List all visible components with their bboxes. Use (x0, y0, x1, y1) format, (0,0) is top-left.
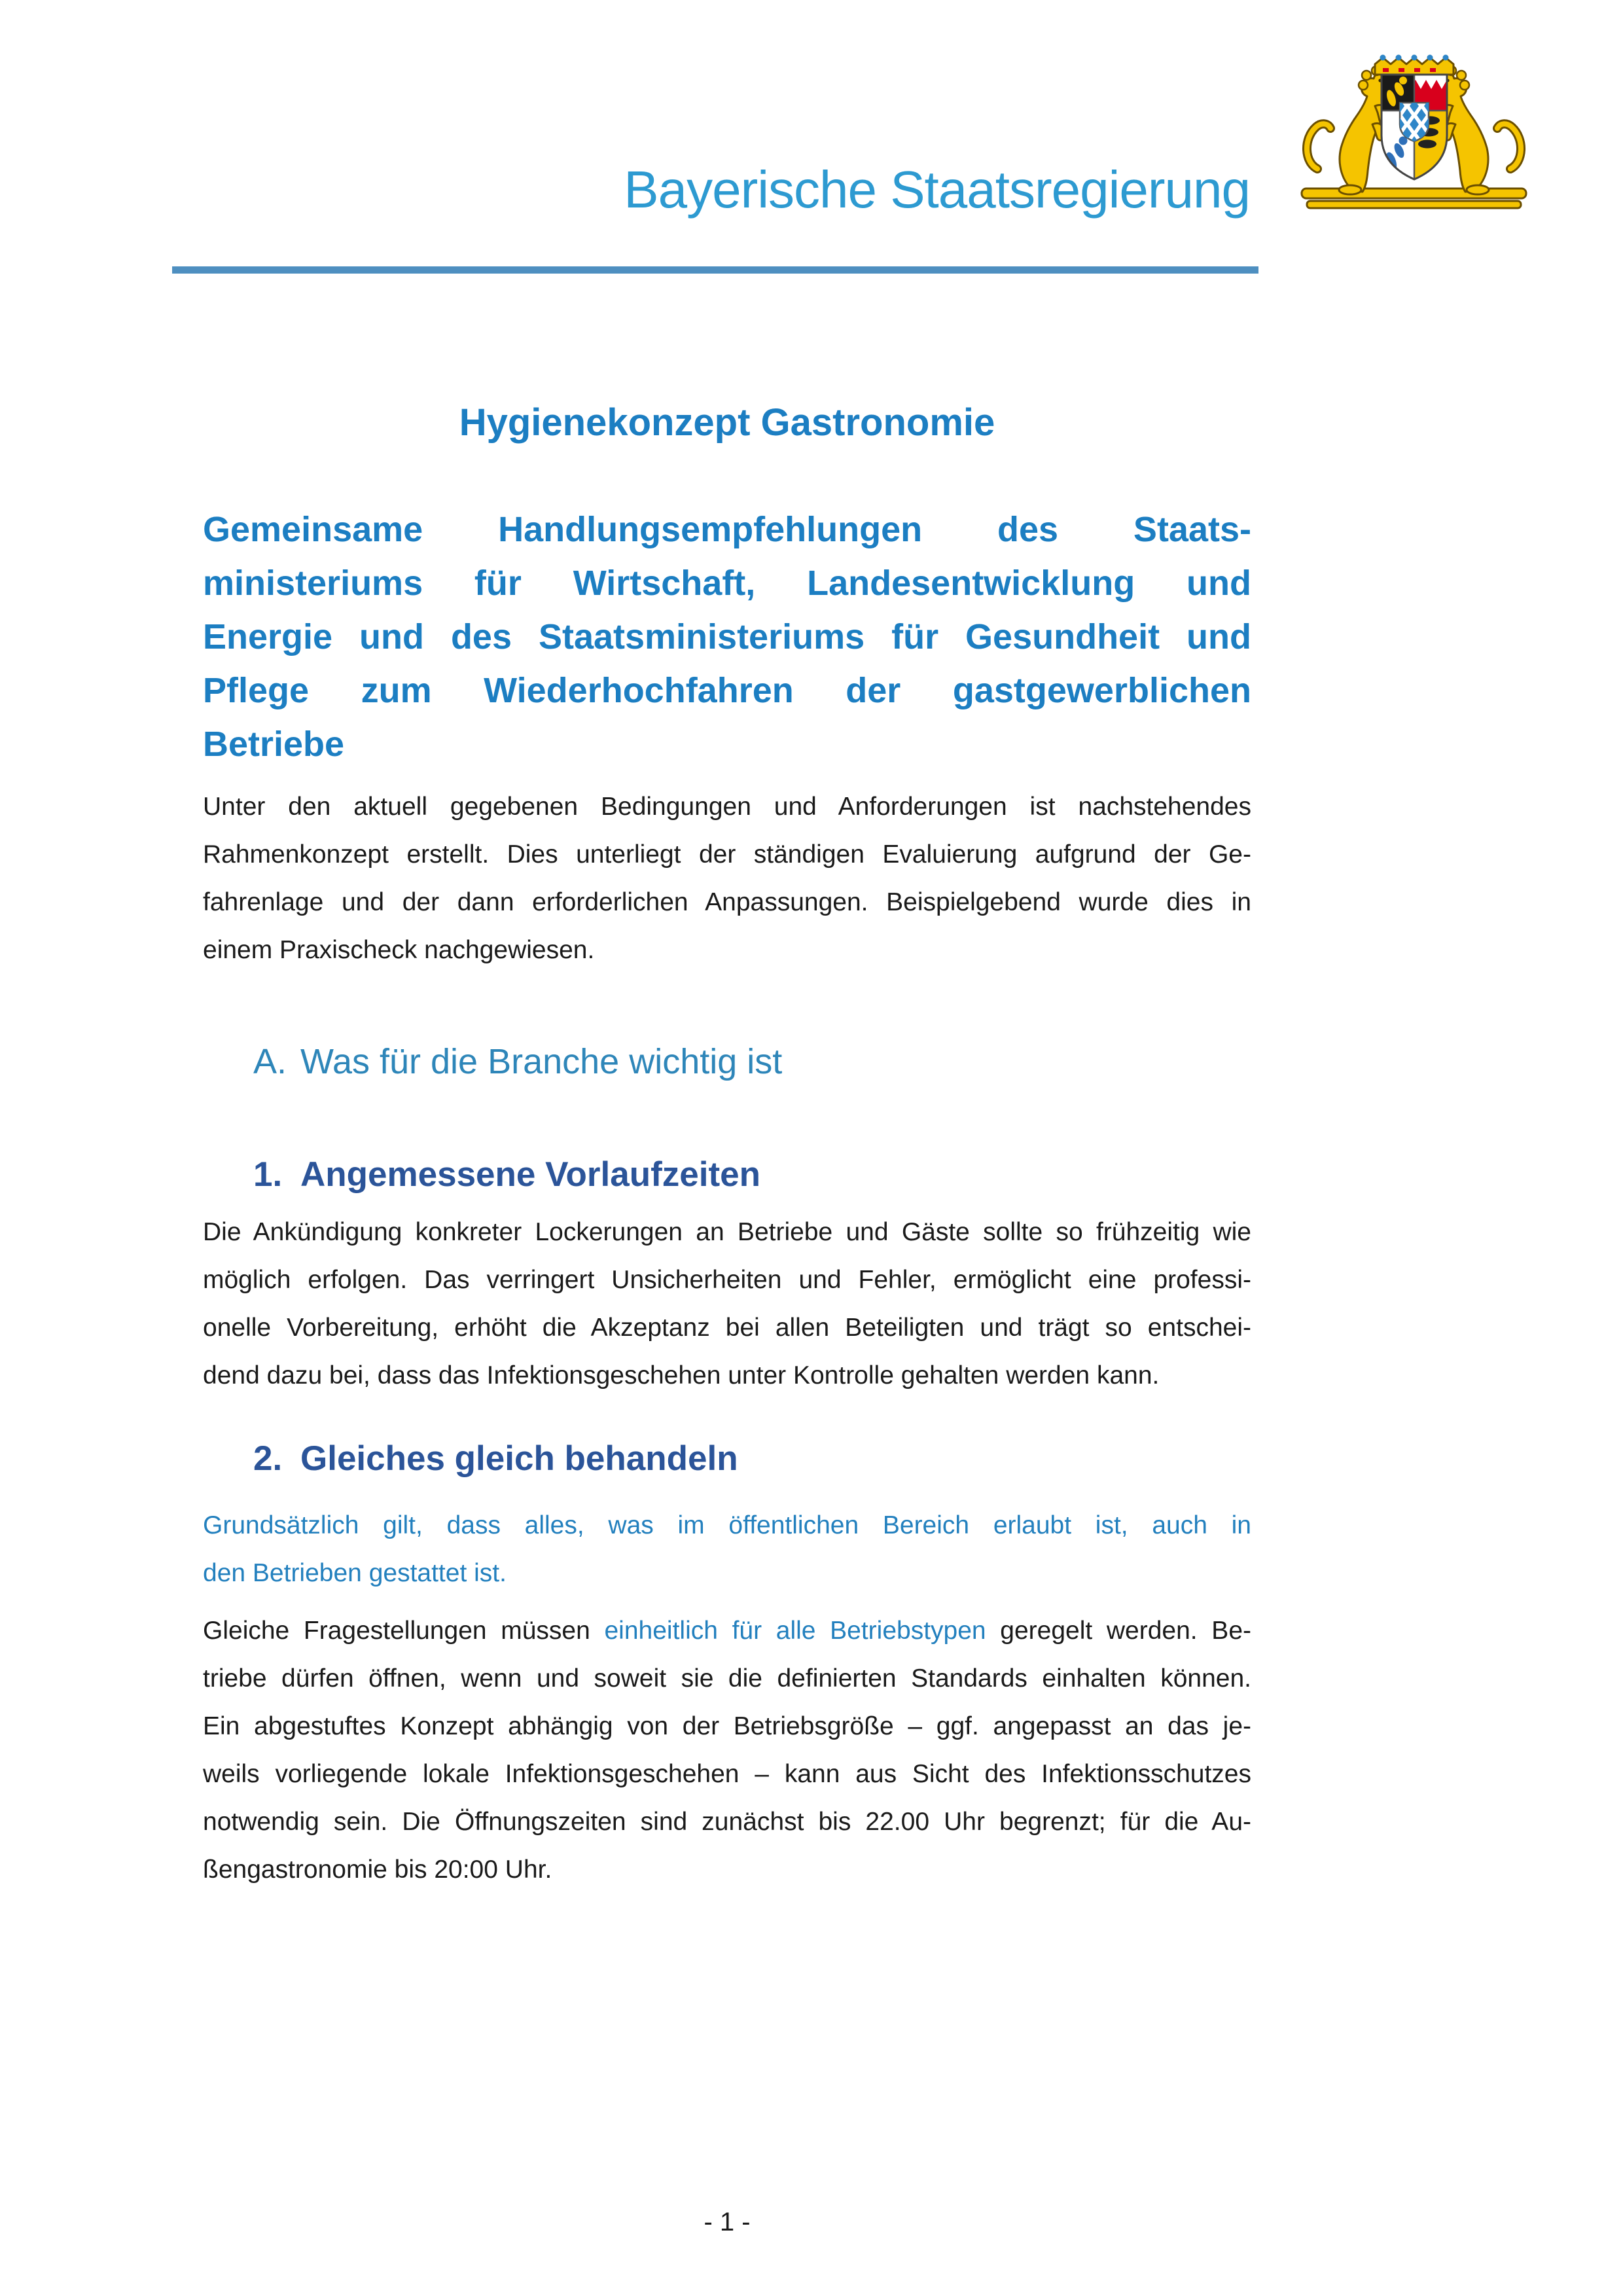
heading-1-title: Angemessene Vorlaufzeiten (300, 1155, 760, 1194)
text-line: Ein abgestuftes Konzept abhängig von der Betriebsgröße – ggf. angepasst an das je- (203, 1712, 1251, 1740)
heading-1-number: 1. (253, 1155, 283, 1194)
text-line: einem Praxischeck nachgewiesen. (203, 936, 595, 964)
page-number: - 1 - (704, 2208, 751, 2236)
agency-title: Bayerische Staatsregierung (624, 160, 1250, 219)
heading-2-gleichbehandlung (253, 1437, 738, 1480)
text-line: den Betrieben gestattet ist. (203, 1559, 507, 1587)
text-line: möglich erfolgen. Das verringert Unsicherheiten und Fehler, ermöglicht eine professi- (203, 1266, 1251, 1294)
heading-2-number: 2. (253, 1439, 283, 1478)
heading-1-vorlaufzeiten (253, 1153, 760, 1196)
section-a-number: A. (253, 1042, 287, 1081)
text-line: notwendig sein. Die Öffnungszeiten sind zunächst bis 22.00 Uhr begrenzt; für die Au- (203, 1808, 1251, 1836)
bavaria-coat-of-arms-icon (1298, 41, 1530, 216)
text-line: Rahmenkonzept erstellt. Dies unterliegt der ständigen Evaluierung aufgrund der Ge- (203, 840, 1251, 869)
text-line: ministeriums für Wirtschaft, Landesentwicklung und (203, 564, 1251, 603)
text-segment: geregelt werden. Be- (986, 1617, 1251, 1645)
text-line: dend dazu bei, dass das Infektionsgeschehen unter Kontrolle gehalten werden kann. (203, 1361, 1160, 1390)
text-line: Pflege zum Wiederhochfahren der gastgewerblichen (203, 671, 1251, 710)
text-line: Grundsätzlich gilt, dass alles, was im öffentlichen Bereich erlaubt ist, auch in (203, 1511, 1251, 1539)
section-a-title: Was für die Branche wichtig ist (300, 1042, 783, 1081)
text-line: fahrenlage und der dann erforderlichen Anpassungen. Beispielgebend wurde dies in (203, 888, 1251, 916)
document-title: Hygienekonzept Gastronomie (459, 401, 995, 444)
text-line: Energie und des Staatsministeriums für Gesundheit und (203, 617, 1251, 656)
header-divider-rule (172, 266, 1258, 274)
text-line: weils vorliegende lokale Infektionsgeschehen – kann aus Sicht des Infektionsschutzes (203, 1760, 1251, 1788)
section-2-paragraph (203, 1607, 1251, 1893)
text-line: Die Ankündigung konkreter Lockerungen an Betriebe und Gäste sollte so frühzeitig wie (203, 1218, 1251, 1246)
document-subtitle-paragraph (203, 503, 1251, 771)
intro-paragraph (203, 783, 1251, 974)
heading-2-title: Gleiches gleich behandeln (300, 1439, 738, 1478)
text-line: Unter den aktuell gegebenen Bedingungen und Anforderungen ist nachstehendes (203, 793, 1251, 821)
text-line: Betriebe (203, 725, 345, 764)
section-1-paragraph (203, 1208, 1251, 1399)
section-a-heading (253, 1039, 782, 1084)
section-2-lead-paragraph (203, 1501, 1251, 1597)
highlighted-text-segment: einheitlich für alle Betriebstypen (604, 1617, 986, 1645)
text-line: triebe dürfen öffnen, wenn und soweit sie die definierten Standards einhalten können. (203, 1664, 1251, 1693)
text-line: ßengastronomie bis 20:00 Uhr. (203, 1856, 552, 1884)
text-line (203, 1607, 1251, 1655)
text-line: Gemeinsame Handlungsempfehlungen des Staats- (203, 510, 1251, 549)
text-line: onelle Vorbereitung, erhöht die Akzeptanz bei allen Beteiligten und trägt so entschei- (203, 1314, 1251, 1342)
text-segment: Gleiche Fragestellungen müssen (203, 1617, 605, 1645)
